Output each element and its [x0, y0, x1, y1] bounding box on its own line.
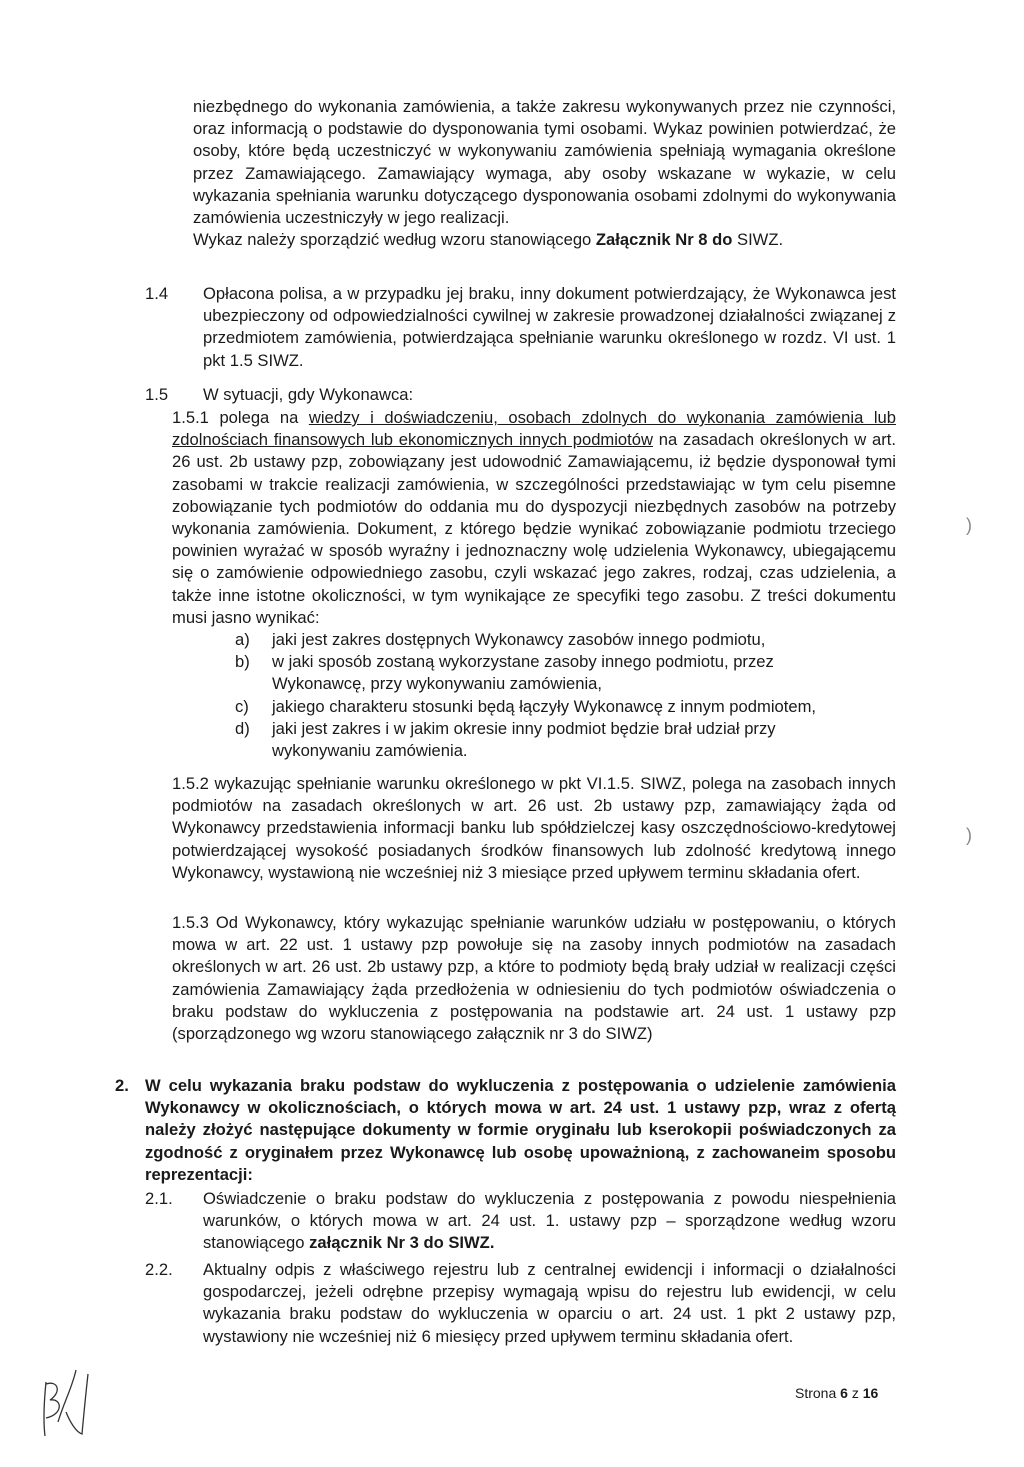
footer-mid: z [847, 1385, 863, 1401]
section-number: 1.5 [145, 385, 169, 404]
wykaz-suffix: SIWZ. [732, 230, 784, 250]
list-item-label: b) [235, 652, 250, 672]
wykaz-prefix: Wykaz należy sporządzić według wzoru stanowiącego [193, 230, 596, 250]
list-item-label: a) [235, 630, 250, 650]
list-item-text: jakiego charakteru stosunki będą łączyły Wykonawcę z innym podmiotem, [272, 696, 817, 716]
list-item [235, 696, 835, 718]
list-item [235, 651, 835, 695]
section-2-heading: W celu wykazania braku podstaw do wykluczenia z postępowania o udzielenie zamówienia Wykonawcy w okolicznościach, o których mowa w art. 24 ust. 1 ustawy pzp, wraz z ofertą należy złożyć następujące dokumenty w formie oryginału lub kserokopii poświadczonych za zgodność z oryginałem przez Wykonawcę lub osobę upoważnioną, z zachowaneim sposobu reprezentacji: [145, 1076, 896, 1184]
top-paragraph [193, 96, 896, 251]
section-2-1-text: Oświadczenie o braku podstaw do wykluczenia z postępowania z powodu niespełnienia warunków, o których mowa w art. 24 ust. 1. ustawy pzp – sporządzone według wzoru stanowiącego [203, 1189, 896, 1253]
section-2-1-attachment: załącznik Nr 3 do SIWZ. [309, 1233, 495, 1253]
section-1-5-1-body: na zasadach określonych w art. 26 ust. 2b ustawy pzp, zobowiązany jest udowodnić Zamawiającemu, iż będzie dysponował tymi zasobami w trakcie realizacji zamówienia, w szczególności przedstawiając w tym celu pisemne zobowiązanie tych podmiotów do oddania mu do dyspozycji niezbędnych zasobów na potrzeby wykonania zamówienia. Dokument, z którego będzie wynikać zobowiązanie podmiotu trzeciego powinien wyrażać w sposób wyraźny i jednoznaczny wolę udzielenia Wykonawcy, ubiegającemu się o zamówienie odpowiedniego zasobu, czyli wskazać jego zakres, rodzaj, czas udzielenia, a także inne istotne okoliczności, w tym wynikające ze specyfiki tego zasobu. Z treści dokumentu musi jasno wynikać: [172, 430, 896, 627]
list-item-text: jaki jest zakres i w jakim okresie inny podmiot będzie brał udział przy wykonywaniu zamówienia. [272, 718, 776, 761]
list-item-text: w jaki sposób zostaną wykorzystane zasoby innego podmiotu, przez Wykonawcę, przy wykonywaniu zamówienia, [272, 652, 774, 694]
section-2-1 [203, 1188, 896, 1255]
section-1-5-1-underlined: wiedzy i doświadczeniu, osobach zdolnych do wykonania zamówienia lub zdolnościach finansowych lub ekonomicznych innych podmiotów [172, 408, 896, 450]
handwritten-initials-icon [36, 1362, 96, 1442]
section-number: 2. [115, 1076, 129, 1095]
requirements-list [235, 629, 835, 762]
section-1-5-1-prefix: 1.5.1 polega na [172, 408, 309, 427]
section-1-5-1-text [172, 407, 896, 629]
section-1-4-text: Opłacona polisa, a w przypadku jej braku, inny dokument potwierdzający, że Wykonawca jest ubezpieczony od odpowiedzialności cywilnej w zakresie prowadzonej działalności związanej z przedmiotem zamówienia, potwierdzająca spełnianie warunku określonego w rozdz. VI ust. 1 pkt 1.5 SIWZ. [203, 284, 896, 370]
footer-page-number: 6 [840, 1385, 848, 1401]
margin-mark: ) [966, 515, 972, 535]
section-number: 1.4 [145, 284, 169, 303]
list-item-label: d) [235, 718, 250, 738]
section-1-5-text: W sytuacji, gdy Wykonawca: [203, 385, 414, 404]
section-1-5-2-text: 1.5.2 wykazując spełnianie warunku określonego w pkt VI.1.5. SIWZ, polega na zasobach innych podmiotów na zasadach określonych w art. 26 ust. 2b ustawy pzp, zamawiający żąda od Wykonawcy przedstawienia informacji banku lub spółdzielczej kasy oszczędnościowo-kredytowej potwierdzającej wysokość posiadanych środków finansowych lub zdolność kredytową innego Wykonawcy, wystawioną nie wcześniej niż 3 miesiące przed upływem terminu składania ofert. [172, 774, 896, 882]
footer-prefix: Strona [795, 1385, 841, 1401]
section-number: 2.1. [145, 1189, 173, 1208]
wykaz-line [193, 229, 896, 251]
wykaz-attachment: Załącznik Nr 8 do [595, 230, 733, 250]
list-item [235, 629, 835, 651]
footer-total-pages: 16 [862, 1385, 879, 1401]
section-number: 2.2. [145, 1260, 173, 1279]
list-item [235, 718, 835, 762]
page-footer [795, 1385, 878, 1401]
paragraph-text: niezbędnego do wykonania zamówienia, a także zakresu wykonywanych przez nie czynności, oraz informacją o podstawie do dysponowania tymi osobami. Wykaz powinien potwierdzać, że osoby, które będą uczestniczyć w wykonywaniu zamówienia spełniają wymagania określone przez Zamawiającego. Zamawiający wymaga, aby osoby wskazane w wykazie, w celu wykazania spełniania warunku dotyczącego dysponowania osobami zdolnymi do wykonywania zamówienia uczestniczyły w jego realizacji. [193, 97, 896, 228]
section-2-2-text: Aktualny odpis z właściwego rejestru lub z centralnej ewidencji i informacji o działalności gospodarczej, jeżeli odrębne przepisy wymagają wpisu do rejestru lub ewidencji, w celu wykazania braku podstaw do wykluczenia w oparciu o art. 24 ust. 1 pkt 2 ustawy pzp, wystawiony nie wcześniej niż 6 miesięcy przed upływem terminu składania ofert. [203, 1260, 896, 1346]
margin-mark: ) [966, 825, 972, 845]
section-1-5-3-text: 1.5.3 Od Wykonawcy, który wykazując spełnianie warunków udziału w postępowaniu, o których mowa w art. 22 ust. 1 ustawy pzp powołuje się na zasoby innych podmiotów na zasadach określonych w art. 26 ust. 2b ustawy pzp, a które to podmioty będą brały udział w realizacji części zamówienia Zamawiający żąda przedłożenia w odniesieniu do tych podmiotów oświadczenia o braku podstaw do wykluczenia z postępowania na podstawie art. 24 ust. 1 ustawy pzp (sporządzonego wg wzoru stanowiącego załącznik nr 3 do SIWZ) [172, 913, 896, 1044]
list-item-text: jaki jest zakres dostępnych Wykonawcy zasobów innego podmiotu, [272, 630, 766, 650]
list-item-label: c) [235, 696, 249, 716]
section-1-5-1 [172, 407, 896, 762]
